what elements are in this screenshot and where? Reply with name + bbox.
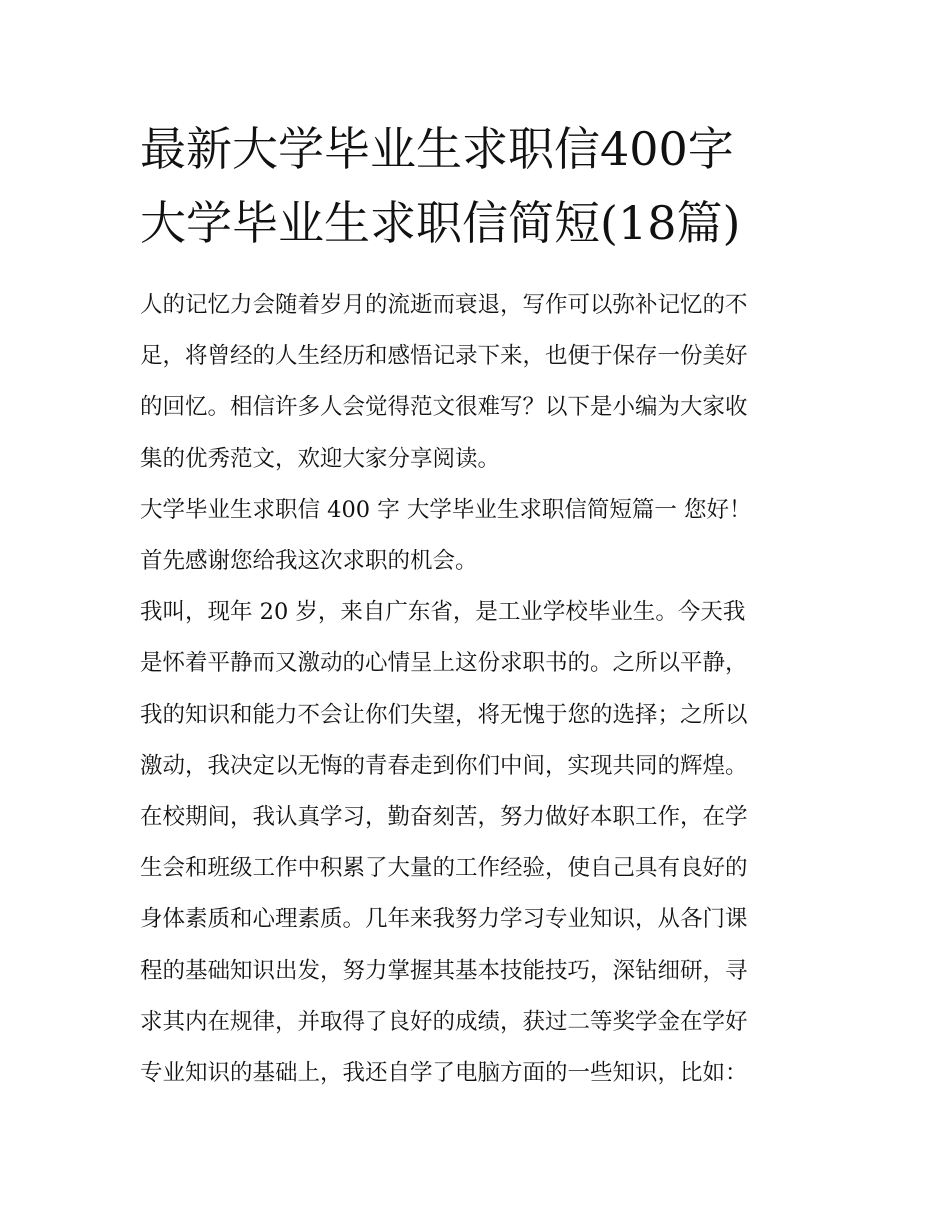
body-line: 大学毕业生求职信 400 字 大学毕业生求职信简短篇一 您好！	[140, 496, 752, 523]
body-line: 激动，我决定以无悔的青春走到你们中间，实现共同的辉煌。	[140, 752, 748, 779]
body-line: 首先感谢您给我这次求职的机会。	[140, 548, 478, 575]
body-line: 是怀着平静而又激动的心情呈上这份求职书的。之所以平静，	[140, 650, 748, 677]
body-line: 专业知识的基础上，我还自学了电脑方面的一些知识，比如：	[140, 1060, 748, 1087]
body-line: 足，将曾经的人生经历和感悟记录下来，也便于保存一份美好	[140, 343, 748, 370]
body-line: 身体素质和心理素质。几年来我努力学习专业知识，从各门课	[140, 906, 748, 933]
body-line: 在校期间，我认真学习，勤奋刻苦，努力做好本职工作，在学	[140, 804, 748, 831]
body-line: 我的知识和能力不会让你们失望，将无愧于您的选择；之所以	[140, 701, 748, 728]
body-line: 程的基础知识出发，努力掌握其基本技能技巧，深钻细研，寻	[140, 957, 748, 984]
document-body	[140, 280, 820, 1099]
body-line: 的回忆。相信许多人会觉得范文很难写？以下是小编为大家收	[140, 394, 748, 421]
body-line: 人的记忆力会随着岁月的流逝而衰退，写作可以弥补记忆的不	[140, 292, 748, 318]
body-line: 集的优秀范文，欢迎大家分享阅读。	[140, 445, 501, 472]
body-line: 我叫，现年 20 岁，来自广东省，是工业学校毕业生。今天我	[140, 599, 746, 626]
title-line-2: 大学毕业生求职信简短(18篇)	[140, 196, 741, 250]
body-line: 生会和班级工作中积累了大量的工作经验，使自己具有良好的	[140, 855, 748, 882]
body-line: 求其内在规律，并取得了良好的成绩，获过二等奖学金在学好	[140, 1008, 748, 1035]
title-line-1: 最新大学毕业生求职信400字	[140, 122, 734, 176]
document-title	[140, 112, 820, 260]
